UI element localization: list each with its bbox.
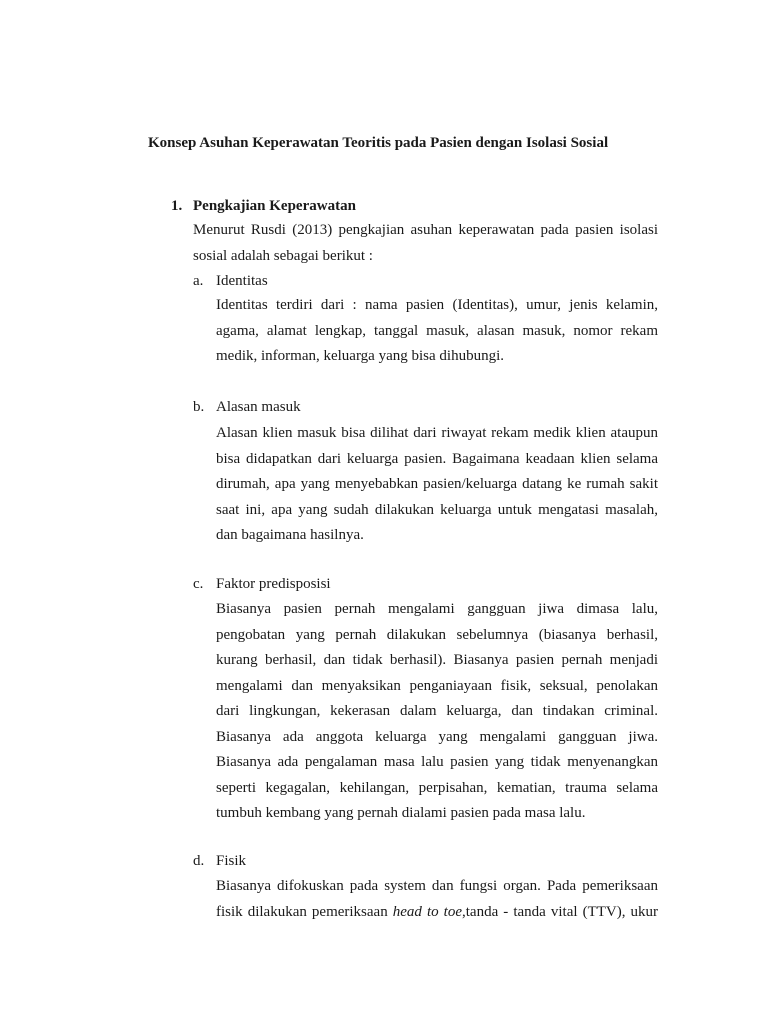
item-letter-d: d.: [193, 853, 205, 869]
paragraph-line: Biasanya difokuskan pada system dan fungsi organ. Pada pemeriksaan: [216, 878, 658, 894]
section-title: Pengkajian Keperawatan: [193, 198, 356, 214]
paragraph-line: seperti kegagalan, kehilangan, perpisahan, kematian, trauma selama: [216, 779, 658, 796]
intro-line: sosial adalah sebagai berikut :: [193, 247, 373, 264]
paragraph-line: Biasanya ada anggota keluarga yang mengalami gangguan jiwa.: [216, 728, 658, 745]
paragraph-line: medik, informan, keluarga yang bisa dihubungi.: [216, 348, 504, 364]
paragraph-line: saat ini, apa yang sudah dilakukan keluarga untuk mengatasi masalah,: [216, 501, 658, 518]
item-letter-b: b.: [193, 399, 205, 415]
paragraph-line: bisa didapatkan dari keluarga pasien. Bagaimana keadaan klien selama: [216, 450, 658, 467]
item-body-fisik: [216, 874, 658, 925]
text-run: fisik dilakukan pemeriksaan: [216, 903, 393, 920]
item-body-faktor-predisposisi: [216, 597, 658, 827]
document-title: Konsep Asuhan Keperawatan Teoritis pada Pasien dengan Isolasi Sosial: [148, 135, 609, 151]
item-title-alasan-masuk: Alasan masuk: [216, 399, 301, 415]
paragraph-line: tumbuh kembang yang pernah dialami pasien pada masa lalu.: [216, 805, 586, 821]
item-letter-c: c.: [193, 576, 204, 592]
item-title-identitas: Identitas: [216, 273, 268, 289]
paragraph-line: kurang berhasil, dan tidak berhasil). Biasanya pasien pernah menjadi: [216, 652, 658, 668]
text-run: ,tanda - tanda vital (TTV), ukur: [462, 903, 659, 920]
paragraph-line: pengobatan yang pernah dilakukan sebelumnya (biasanya berhasil,: [216, 626, 658, 643]
paragraph-line: agama, alamat lengkap, tanggal masuk, alasan masuk, nomor rekam: [216, 322, 658, 339]
paragraph-line: dari lingkungan, kekerasan dalam keluarga, dan tindakan criminal.: [216, 703, 658, 719]
paragraph-line: Biasanya pasien pernah mengalami gangguan jiwa dimasa lalu,: [216, 601, 658, 617]
paragraph-line: dirumah, apa yang menyebabkan pasien/keluarga datang ke rumah sakit: [216, 476, 658, 492]
item-body-alasan-masuk: [216, 421, 658, 549]
paragraph-line: [216, 900, 658, 926]
paragraph-line: Identitas terdiri dari : nama pasien (Identitas), umur, jenis kelamin,: [216, 297, 658, 313]
paragraph-line: mengalami dan menyaksikan penganiayaan fisik, seksual, penolakan: [216, 677, 658, 694]
paragraph-line: dan bagaimana hasilnya.: [216, 527, 364, 543]
intro-line: Menurut Rusdi (2013) pengkajian asuhan keperawatan pada pasien isolasi: [193, 222, 658, 238]
paragraph-line: Biasanya ada pengalaman masa lalu pasien yang tidak menyenangkan: [216, 754, 658, 770]
item-body-identitas: [216, 293, 658, 370]
paragraph-line: Alasan klien masuk bisa dilihat dari riwayat rekam medik klien ataupun: [216, 425, 658, 441]
section-intro: [193, 218, 658, 269]
item-letter-a: a.: [193, 273, 204, 289]
item-title-fisik: Fisik: [216, 853, 247, 869]
italic-term: head to toe: [392, 903, 463, 920]
item-title-faktor-predisposisi: Faktor predisposisi: [216, 576, 331, 592]
section-number: 1.: [171, 198, 183, 214]
